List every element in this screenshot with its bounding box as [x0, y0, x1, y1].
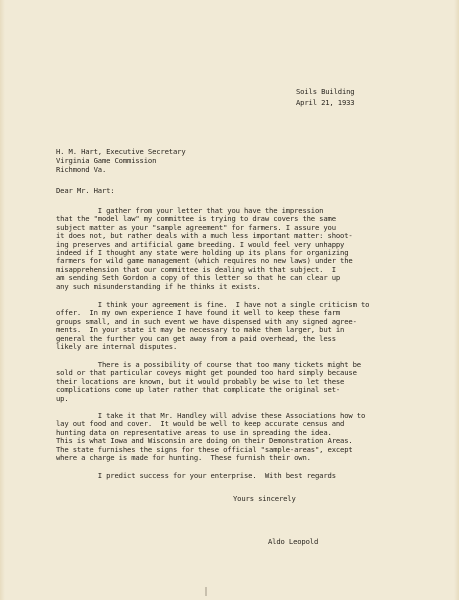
paragraph-line: subject matter as your "sample agreement" for farmers. I assure you: [56, 222, 336, 232]
paragraph-line: ments. In your state it may be necessary to make them larger, but in: [56, 325, 345, 335]
paragraph-line: ing preserves and artificial game breeding. I would feel very unhappy: [56, 239, 345, 249]
paragraph-agreement: [56, 301, 426, 351]
paragraph-model-law: [56, 207, 426, 291]
paragraph-line: sold or that particular coveys might get pounded too hard simply because: [56, 368, 357, 378]
paragraph-line: any such misunderstanding if he thinks it exists.: [56, 281, 261, 291]
paragraph-line: likely are internal disputes.: [56, 342, 178, 352]
paragraph-line: groups small, and in such event we have dispensed with any signed agree-: [56, 316, 357, 326]
paragraph-line: their locations are known, but it would probably be wise to let these: [56, 376, 345, 386]
paragraph-line: misapprehension that our committee is dealing with that subject. I: [56, 264, 336, 274]
paragraph-line: I predict success for your enterprise. With best regards: [56, 471, 336, 480]
paragraph-associations: [56, 412, 426, 462]
letterhead-place: Soils Building: [296, 87, 355, 96]
paragraph-line: up.: [56, 393, 69, 403]
page-right-edge-shadow: [454, 0, 459, 600]
paragraph-tickets: [56, 361, 426, 403]
paragraph-line: it does not, but rather deals with a much less important matter: shoot-: [56, 231, 353, 241]
paragraph-line: hunting data on representative areas to use in spreading the idea.: [56, 427, 332, 437]
recipient-organization: Virginia Game Commission: [56, 156, 157, 165]
signature-name: Aldo Leopold: [268, 537, 319, 546]
page-left-edge-shadow: [0, 0, 5, 600]
salutation: Dear Mr. Hart:: [56, 186, 115, 195]
paragraph-line: complications come up later rather that complicate the original set-: [56, 385, 341, 395]
recipient-name-title: H. M. Hart, Executive Secretary: [56, 147, 186, 156]
paragraph-line: lay out food and cover. It would be well to keep accurate census and: [56, 419, 345, 429]
paragraph-line: The state furnishes the signs for these official "sample-areas", except: [56, 444, 353, 454]
paragraph-line: general the further you can get away from a paid overhead, the less: [56, 333, 336, 343]
paragraph-line: where a charge is made for hunting. These furnish their own.: [56, 453, 311, 463]
recipient-city: Richmond Va.: [56, 165, 107, 174]
paragraph-line: I take it that Mr. Handley will advise these Associations how to: [56, 411, 366, 420]
page-mark-icon: [200, 586, 212, 598]
paragraph-closing-remark: [56, 472, 426, 480]
paragraph-line: This is what Iowa and Wisconsin are doing on their Demonstration Areas.: [56, 436, 353, 446]
paragraph-line: indeed if I thought any state were holding up its plans for organizing: [56, 248, 349, 258]
letter-date: April 21, 1933: [296, 98, 355, 107]
paragraph-line: that the "model law" my committee is trying to draw covers the same: [56, 214, 336, 224]
paragraph-line: am sending Seth Gordon a copy of this letter so that he can clear up: [56, 273, 341, 283]
paragraph-line: I think your agreement is fine. I have not a single criticism to: [56, 300, 370, 309]
complimentary-close: Yours sincerely: [233, 494, 296, 503]
paragraph-line: I gather from your letter that you have the impression: [56, 206, 324, 215]
paragraph-line: offer. In my own experience I have found it well to keep these farm: [56, 308, 341, 318]
paragraph-line: farmers for wild game management (which requires no new laws) under the: [56, 256, 353, 266]
paragraph-line: There is a possibility of course that too many tickets might be: [56, 360, 361, 369]
